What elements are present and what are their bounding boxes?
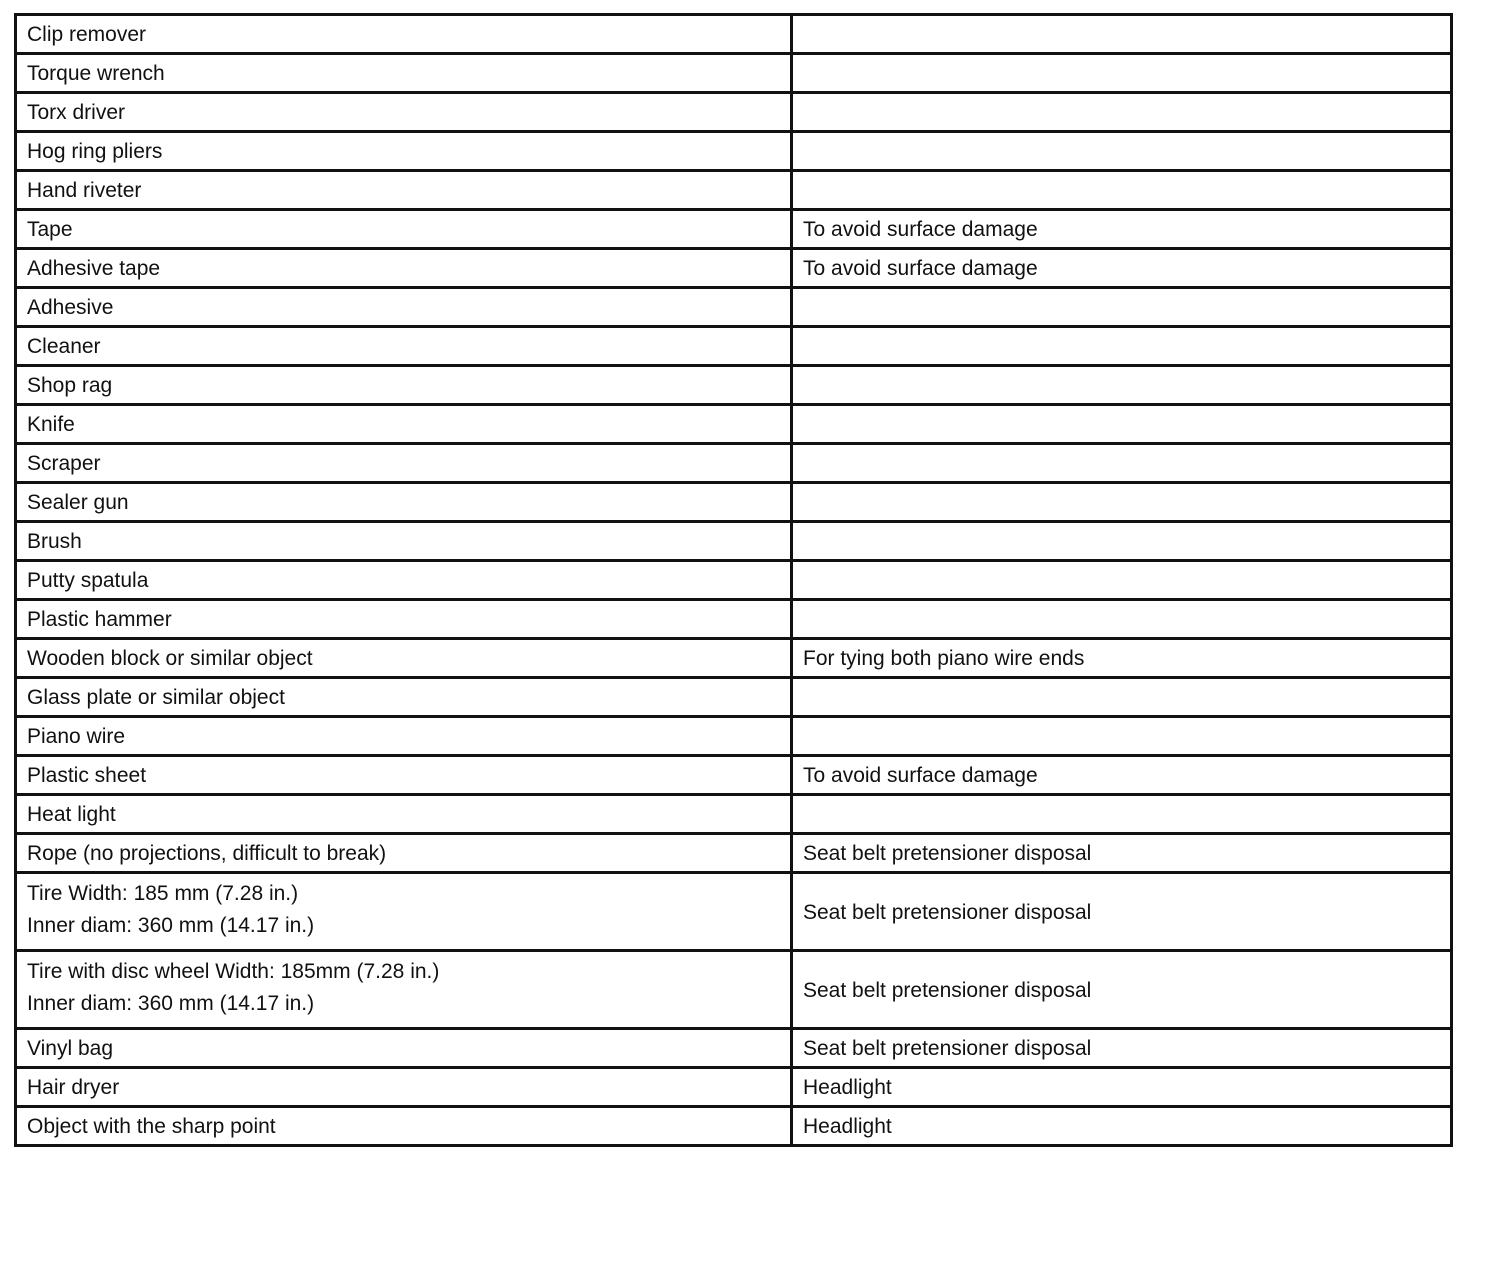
table-row — [16, 210, 1452, 249]
table-row — [16, 561, 1452, 600]
note-cell — [792, 327, 1452, 366]
tool-cell: Torx driver — [16, 93, 792, 132]
table-row — [16, 54, 1452, 93]
tool-cell: Clip remover — [16, 15, 792, 54]
table-row — [16, 795, 1452, 834]
tool-line: Tire with disc wheel Width: 185mm (7.28 in.) — [27, 960, 440, 983]
tool-cell: Putty spatula — [16, 561, 792, 600]
note-cell — [792, 561, 1452, 600]
note-cell — [792, 717, 1452, 756]
note-cell — [792, 93, 1452, 132]
table-row — [16, 132, 1452, 171]
note-cell — [792, 15, 1452, 54]
table-row — [16, 639, 1452, 678]
note-cell: Seat belt pretensioner disposal — [792, 951, 1452, 1029]
tool-cell — [16, 951, 792, 1029]
tool-cell: Heat light — [16, 795, 792, 834]
tool-cell: Object with the sharp point — [16, 1107, 792, 1146]
table-row — [16, 327, 1452, 366]
tool-cell: Shop rag — [16, 366, 792, 405]
note-cell — [792, 522, 1452, 561]
tool-cell: Sealer gun — [16, 483, 792, 522]
table-row — [16, 1029, 1452, 1068]
tool-cell: Torque wrench — [16, 54, 792, 93]
note-cell: To avoid surface damage — [792, 210, 1452, 249]
note-cell — [792, 288, 1452, 327]
tool-cell: Plastic sheet — [16, 756, 792, 795]
note-cell — [792, 678, 1452, 717]
tool-cell — [16, 873, 792, 951]
table-row — [16, 873, 1452, 951]
table-row — [16, 522, 1452, 561]
table-row — [16, 171, 1452, 210]
note-cell: To avoid surface damage — [792, 756, 1452, 795]
table-row — [16, 1107, 1452, 1146]
note-cell — [792, 132, 1452, 171]
tool-cell: Hog ring pliers — [16, 132, 792, 171]
table-row — [16, 366, 1452, 405]
note-cell: Headlight — [792, 1107, 1452, 1146]
tool-cell: Scraper — [16, 444, 792, 483]
note-cell — [792, 483, 1452, 522]
note-cell — [792, 54, 1452, 93]
note-cell — [792, 171, 1452, 210]
tool-cell: Glass plate or similar object — [16, 678, 792, 717]
note-cell: For tying both piano wire ends — [792, 639, 1452, 678]
note-cell — [792, 405, 1452, 444]
table-row — [16, 600, 1452, 639]
table-row — [16, 678, 1452, 717]
tool-cell: Hand riveter — [16, 171, 792, 210]
note-cell — [792, 444, 1452, 483]
table-row — [16, 1068, 1452, 1107]
note-cell: Seat belt pretensioner disposal — [792, 1029, 1452, 1068]
note-cell: To avoid surface damage — [792, 249, 1452, 288]
table-row — [16, 444, 1452, 483]
tool-cell: Vinyl bag — [16, 1029, 792, 1068]
table-row — [16, 405, 1452, 444]
table-row — [16, 15, 1452, 54]
table-row — [16, 756, 1452, 795]
table-row — [16, 249, 1452, 288]
tool-cell: Rope (no projections, difficult to break) — [16, 834, 792, 873]
table-row — [16, 93, 1452, 132]
tool-line: Inner diam: 360 mm (14.17 in.) — [27, 914, 315, 937]
note-cell: Seat belt pretensioner disposal — [792, 834, 1452, 873]
note-cell — [792, 600, 1452, 639]
note-cell: Headlight — [792, 1068, 1452, 1107]
note-cell: Seat belt pretensioner disposal — [792, 873, 1452, 951]
tool-cell: Brush — [16, 522, 792, 561]
tool-cell: Tape — [16, 210, 792, 249]
tools-table — [14, 13, 1453, 1147]
tool-cell: Wooden block or similar object — [16, 639, 792, 678]
note-cell — [792, 366, 1452, 405]
tool-cell: Hair dryer — [16, 1068, 792, 1107]
table-row — [16, 288, 1452, 327]
tool-line: Tire Width: 185 mm (7.28 in.) — [27, 882, 299, 905]
table-row — [16, 483, 1452, 522]
table-row — [16, 834, 1452, 873]
tool-cell: Piano wire — [16, 717, 792, 756]
tool-cell: Plastic hammer — [16, 600, 792, 639]
tool-cell: Adhesive — [16, 288, 792, 327]
tool-line: Inner diam: 360 mm (14.17 in.) — [27, 992, 315, 1015]
tool-cell: Adhesive tape — [16, 249, 792, 288]
tool-cell: Knife — [16, 405, 792, 444]
table-row — [16, 717, 1452, 756]
note-cell — [792, 795, 1452, 834]
table-row — [16, 951, 1452, 1029]
tool-cell: Cleaner — [16, 327, 792, 366]
